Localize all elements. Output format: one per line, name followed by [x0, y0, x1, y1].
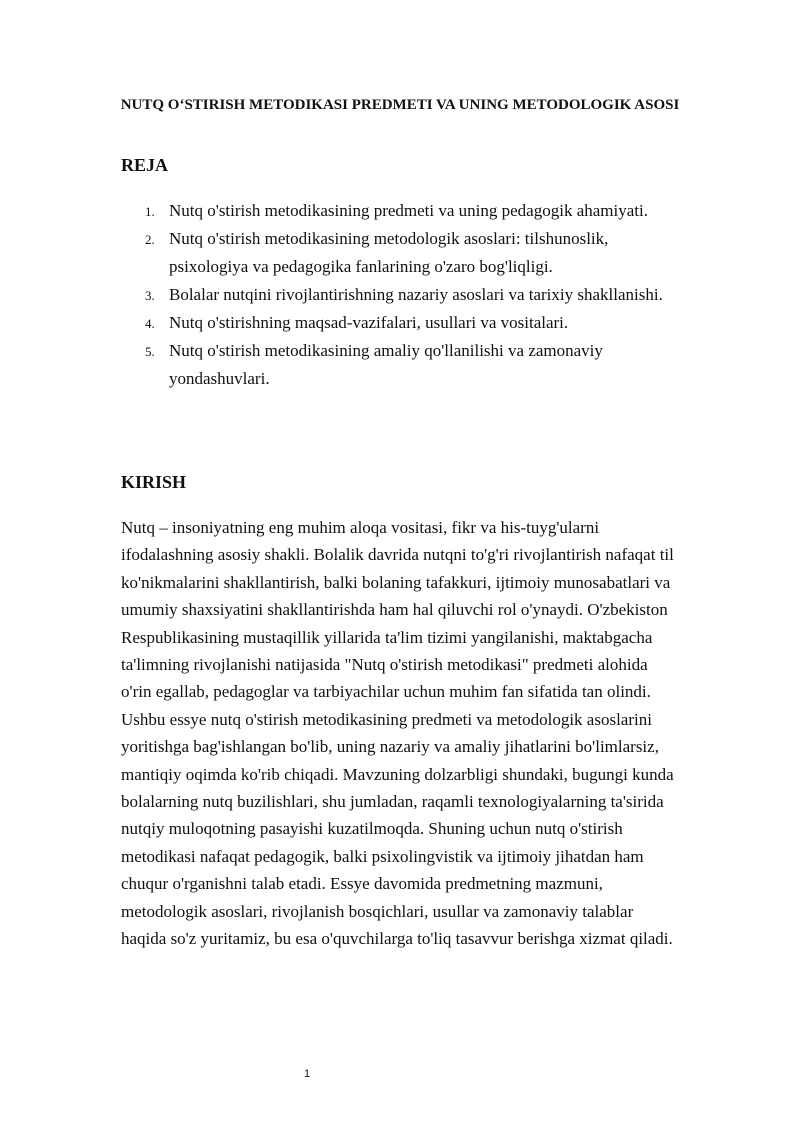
plan-list [121, 197, 681, 393]
plan-item-number: 5. [145, 344, 155, 359]
page-number: 1 [303, 1068, 311, 1080]
plan-item-text: Nutq o'stirish metodikasining predmeti va uning pedagogik ahamiyati. [169, 201, 648, 220]
plan-item-text: Nutq o'stirish metodikasining metodologik asoslari: tilshunoslik, psixologiya va pedagogika fanlarining o'zaro bog'liqligi. [169, 229, 609, 276]
document-title: NUTQ O‘STIRISH METODIKASI PREDMETI VA UNING METODOLOGIK ASOSI [120, 97, 680, 113]
plan-item [121, 225, 681, 281]
plan-item-text: Nutq o'stirish metodikasining amaliy qo'llanilishi va zamonaviy yondashuvlari. [169, 341, 603, 388]
plan-item [121, 309, 681, 337]
intro-heading: KIRISH [121, 472, 187, 492]
plan-item [121, 337, 681, 393]
plan-item-number: 4. [145, 316, 155, 331]
plan-item-text: Nutq o'stirishning maqsad-vazifalari, usullari va vositalari. [169, 313, 569, 332]
plan-item [121, 281, 681, 309]
plan-item-number: 2. [145, 232, 155, 247]
plan-item [121, 197, 681, 225]
intro-paragraph: Nutq – insoniyatning eng muhim aloqa vositasi, fikr va his-tuyg'ularni ifodalashning asosiy shakli. Bolalik davrida nutqni to'g'ri rivojlantirish nafaqat til ko'nikmalarini shakllantirish, balki bolaning tafakkuri, ijtimoiy munosabatlari va umumiy shaxsiyatini shakllantirishda ham hal qiluvchi rol o'ynaydi. O'zbekiston Respublikasining mustaqillik yillarida ta'lim tizimi yangilanishi, maktabgacha ta'limning rivojlanishi natijasida "Nutq o'stirish metodikasi" predmeti alohida o'rin egallab, pedagoglar va tarbiyachilar uchun muhim fan sifatida tan olindi. Ushbu essye nutq o'stirish metodikasining predmeti va metodologik asoslarini yoritishga bag'ishlangan bo'lib, uning nazariy va amaliy jihatlarini bo'limlarsiz, mantiqiy oqimda ko'rib chiqadi. Mavzuning dolzarbligi shundaki, bugungi kunda bolalarning nutq buzilishlari, shu jumladan, raqamli texnologiyalarning ta'sirida nutqiy muloqotning pasayishi kuzatilmoqda. Shuning uchun nutq o'stirish metodikasi nafaqat pedagogik, balki psixolingvistik va ijtimoiy jihatdan ham chuqur o'rganishni talab etadi. Essye davomida predmetning mazmuni, metodologik asoslari, rivojlanish bosqichlari, usullar va zamonaviy talablar haqida so'z yuritamiz, bu esa o'quvchilarga to'liq tasavvur berishga xizmat qiladi. [121, 518, 674, 949]
plan-item-number: 3. [145, 288, 155, 303]
plan-item-number: 1. [145, 204, 155, 219]
plan-item-text: Bolalar nutqini rivojlantirishning nazariy asoslari va tarixiy shakllanishi. [169, 285, 663, 304]
plan-heading: REJA [121, 155, 169, 175]
